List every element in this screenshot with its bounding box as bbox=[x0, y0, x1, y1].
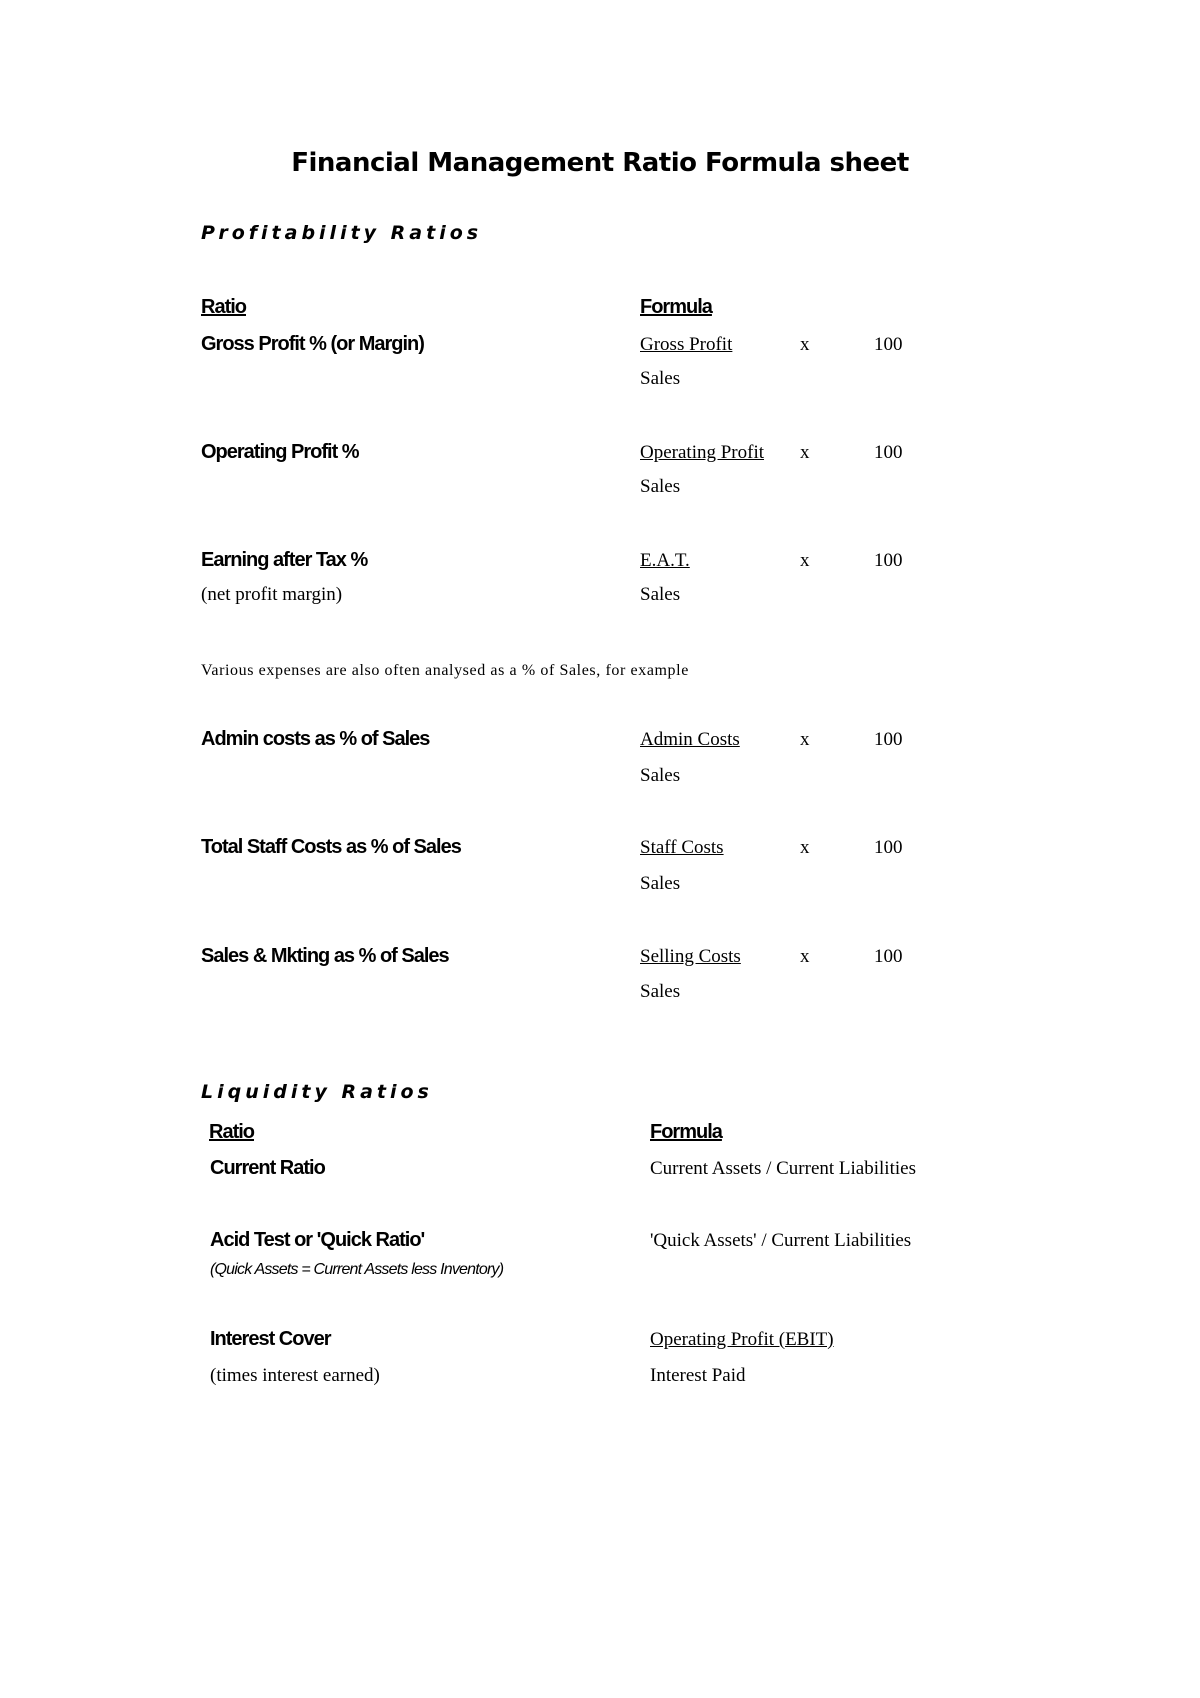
formula-numerator: Operating Profit (EBIT) bbox=[650, 1329, 834, 1350]
formula-multiplier: 100 bbox=[874, 729, 903, 750]
formula-operator: x bbox=[800, 729, 810, 750]
formula-operator: x bbox=[800, 946, 810, 967]
liquidity-heading: Liquidity Ratios bbox=[201, 1081, 433, 1103]
formula-denominator: Sales bbox=[640, 368, 681, 389]
formula-denominator: Sales bbox=[640, 476, 681, 497]
ratio-staff-costs: Total Staff Costs as % of Sales bbox=[201, 836, 461, 858]
formula-operator: x bbox=[800, 837, 810, 858]
formula-numerator: Staff Costs bbox=[640, 837, 724, 858]
formula-multiplier: 100 bbox=[874, 550, 903, 571]
formula-operator: x bbox=[800, 550, 810, 571]
ratio-admin-costs: Admin costs as % of Sales bbox=[201, 728, 430, 750]
ratio-subtitle: (times interest earned) bbox=[210, 1365, 380, 1386]
formula-multiplier: 100 bbox=[874, 442, 903, 463]
formula-numerator: Gross Profit bbox=[640, 334, 733, 355]
ratio-earning-after-tax: Earning after Tax % bbox=[201, 549, 368, 571]
profitability-heading: Profitability Ratios bbox=[201, 222, 483, 244]
ratio-current: Current Ratio bbox=[210, 1157, 325, 1179]
page-title: Financial Management Ratio Formula sheet bbox=[291, 148, 909, 178]
formula-numerator: Admin Costs bbox=[640, 729, 740, 750]
formula-quick-ratio: 'Quick Assets' / Current Liabilities bbox=[650, 1230, 912, 1251]
formula-operator: x bbox=[800, 334, 810, 355]
formula-numerator: Selling Costs bbox=[640, 946, 741, 967]
ratio-operating-profit: Operating Profit % bbox=[201, 441, 359, 463]
ratio-interest-cover: Interest Cover bbox=[210, 1328, 331, 1350]
formula-numerator: Operating Profit bbox=[640, 442, 765, 463]
formula-multiplier: 100 bbox=[874, 946, 903, 967]
formula-denominator: Sales bbox=[640, 873, 681, 894]
formula-operator: x bbox=[800, 442, 810, 463]
formula-numerator: E.A.T. bbox=[640, 550, 690, 571]
formula-multiplier: 100 bbox=[874, 837, 903, 858]
ratio-subtitle: (Quick Assets = Current Assets less Inventory) bbox=[210, 1261, 504, 1278]
profitability-col-ratio: Ratio bbox=[201, 296, 246, 318]
profitability-col-formula: Formula bbox=[640, 296, 712, 318]
liquidity-col-formula: Formula bbox=[650, 1121, 722, 1143]
formula-denominator: Sales bbox=[640, 981, 681, 1002]
ratio-sales-mkting: Sales & Mkting as % of Sales bbox=[201, 945, 449, 967]
formula-denominator: Sales bbox=[640, 584, 681, 605]
ratio-acid-test: Acid Test or 'Quick Ratio' bbox=[210, 1229, 425, 1251]
expenses-note: Various expenses are also often analysed as a % of Sales, for example bbox=[201, 662, 689, 679]
ratio-subtitle: (net profit margin) bbox=[201, 584, 343, 605]
formula-denominator: Interest Paid bbox=[650, 1365, 746, 1386]
ratio-gross-profit: Gross Profit % (or Margin) bbox=[201, 333, 424, 355]
formula-multiplier: 100 bbox=[874, 334, 903, 355]
formula-current-ratio: Current Assets / Current Liabilities bbox=[650, 1158, 916, 1179]
liquidity-col-ratio: Ratio bbox=[209, 1121, 254, 1143]
formula-denominator: Sales bbox=[640, 765, 681, 786]
